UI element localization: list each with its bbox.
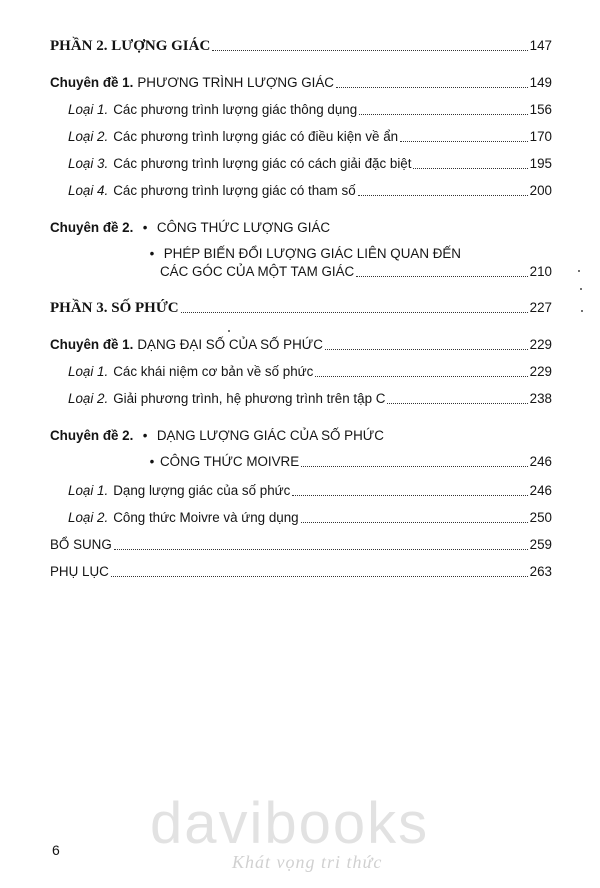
watermark-slogan: Khát vọng tri thức <box>232 852 383 872</box>
toc-entry-item <box>68 182 552 200</box>
dot-leader <box>400 141 528 142</box>
bullet: • <box>149 246 155 261</box>
page-ref: 259 <box>529 537 552 552</box>
part-heading: PHẦN 3. SỐ PHỨC <box>50 300 179 316</box>
toc-entry-chapter <box>50 427 384 445</box>
page-ref: 229 <box>529 337 552 352</box>
page-ref: 195 <box>529 156 552 171</box>
page-ref: 156 <box>529 102 552 117</box>
dot-leader <box>301 522 528 523</box>
page-ref: 246 <box>529 454 552 469</box>
item-label: Loại 1. <box>68 364 109 379</box>
page-ref: 263 <box>529 564 552 579</box>
toc-entry-part3 <box>50 299 552 317</box>
chapter-title: CÔNG THỨC LƯỢNG GIÁC <box>156 220 331 235</box>
toc-entry-part2 <box>50 37 552 55</box>
toc-entry-item <box>68 363 552 381</box>
chapter-label: Chuyên đề 1. <box>50 337 134 352</box>
toc-entry-chapter <box>50 336 552 354</box>
scan-speck <box>228 330 230 332</box>
toc-entry-item <box>68 155 552 173</box>
page-ref: 246 <box>529 483 552 498</box>
page-ref: 238 <box>529 391 552 406</box>
page-ref: 227 <box>529 300 552 315</box>
toc-entry-chapter <box>50 74 552 92</box>
toc-entry-item <box>68 482 552 500</box>
page-ref: 149 <box>529 75 552 90</box>
chapter-label: Chuyên đề 2. <box>50 428 134 443</box>
page-number: 6 <box>52 842 60 858</box>
dot-leader <box>358 195 528 196</box>
item-title: Các khái niệm cơ bản về số phức <box>113 364 314 379</box>
item-label: Loại 4. <box>68 183 109 198</box>
toc-entry-subline <box>144 453 552 471</box>
item-title: Các phương trình lượng giác có cách giải đặc biệt <box>113 156 412 171</box>
dot-leader <box>325 349 528 350</box>
page-ref: 210 <box>529 264 552 279</box>
toc-entry-item <box>68 101 552 119</box>
toc-entry-subline <box>144 245 461 263</box>
chapter-title: DẠNG ĐẠI SỐ CỦA SỐ PHỨC <box>137 337 323 352</box>
bullet: • <box>149 454 155 469</box>
page-ref: 229 <box>529 364 552 379</box>
dot-leader <box>413 168 527 169</box>
chapter-title: PHƯƠNG TRÌNH LƯỢNG GIÁC <box>137 75 334 90</box>
scan-speck <box>578 270 580 272</box>
scan-speck <box>580 288 582 290</box>
section-title: BỔ SUNG <box>50 537 112 552</box>
section-title: PHỤ LỤC <box>50 564 109 579</box>
item-label: Loại 2. <box>68 510 109 525</box>
page-ref: 170 <box>529 129 552 144</box>
item-label: Loại 2. <box>68 129 109 144</box>
dot-leader <box>315 376 527 377</box>
toc-entry-bo-sung <box>50 536 552 554</box>
item-label: Loại 1. <box>68 483 109 498</box>
chapter-label: Chuyên đề 1. <box>50 75 134 90</box>
chapter-label: Chuyên đề 2. <box>50 220 134 235</box>
chapter-title: PHÉP BIẾN ĐỔI LƯỢNG GIÁC LIÊN QUAN ĐẾN <box>163 246 461 261</box>
dot-leader <box>111 576 528 577</box>
dot-leader <box>359 114 527 115</box>
item-title: Dạng lượng giác của số phức <box>113 483 291 498</box>
dot-leader <box>336 87 528 88</box>
item-title: Các phương trình lượng giác thông dụng <box>113 102 358 117</box>
item-title: Các phương trình lượng giác có điều kiện về ẩn <box>113 129 399 144</box>
item-label: Loại 2. <box>68 391 109 406</box>
toc-entry-chapter <box>50 219 330 237</box>
dot-leader <box>301 466 528 467</box>
page-ref: 250 <box>529 510 552 525</box>
toc-entry-phu-luc <box>50 563 552 581</box>
toc-entry-item <box>68 509 552 527</box>
page-ref: 200 <box>529 183 552 198</box>
watermark-brand: davibooks <box>150 791 430 856</box>
item-label: Loại 3. <box>68 156 109 171</box>
toc-entry-item <box>68 390 552 408</box>
item-title: Công thức Moivre và ứng dụng <box>113 510 299 525</box>
dot-leader <box>181 312 528 313</box>
dot-leader <box>387 403 527 404</box>
part-heading: PHẦN 2. LƯỢNG GIÁC <box>50 38 211 54</box>
item-label: Loại 1. <box>68 102 109 117</box>
scan-speck <box>581 310 583 312</box>
chapter-title: DẠNG LƯỢNG GIÁC CỦA SỐ PHỨC <box>156 428 384 443</box>
bullet: • <box>142 220 148 235</box>
chapter-title: CÔNG THỨC MOIVRE <box>160 454 300 469</box>
dot-leader <box>212 50 527 51</box>
chapter-title: CÁC GÓC CỦA MỘT TAM GIÁC <box>160 264 355 279</box>
dot-leader <box>356 276 527 277</box>
toc-entry-item <box>68 128 552 146</box>
toc-entry-subline <box>160 263 552 281</box>
item-title: Các phương trình lượng giác có tham số <box>113 183 356 198</box>
item-title: Giải phương trình, hệ phương trình trên tập C <box>113 391 386 406</box>
dot-leader <box>292 495 527 496</box>
page-ref: 147 <box>529 38 552 53</box>
bullet: • <box>142 428 148 443</box>
dot-leader <box>114 549 528 550</box>
